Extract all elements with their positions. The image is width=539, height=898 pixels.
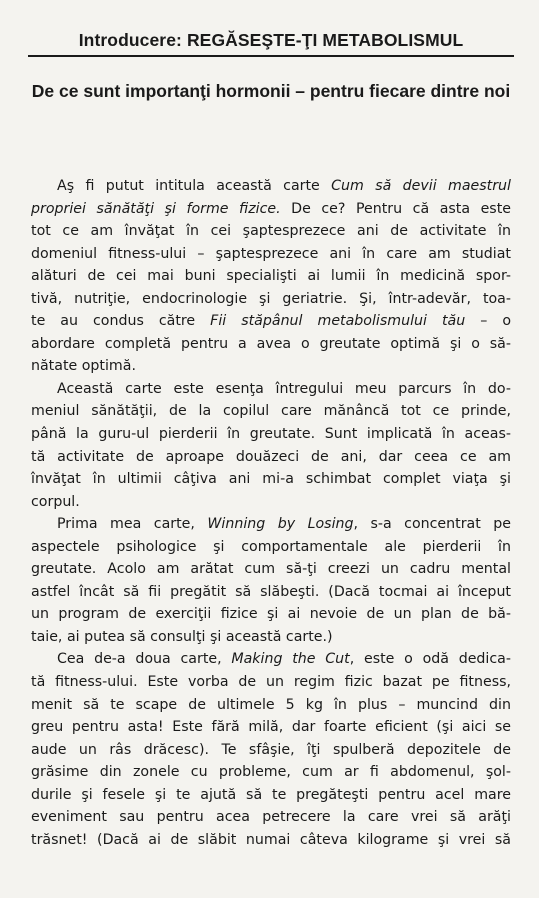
paragraph: [31, 175, 511, 378]
text-line: [31, 198, 511, 221]
text-run: – o: [465, 313, 512, 330]
text-line: [31, 265, 511, 288]
text-run: De ce? Pentru că asta este: [280, 200, 511, 217]
text-line: [31, 581, 511, 604]
text-line: [31, 243, 511, 266]
text-line: [31, 378, 511, 401]
text-run: taie, ai putea să consulţi şi această carte.): [31, 628, 333, 645]
text-run: meniul sănătăţii, de la copilul care mănâncă tot ce prinde,: [31, 403, 511, 420]
paragraph: [31, 513, 511, 648]
italic-title: Winning by Losing: [207, 516, 354, 533]
text-line: [31, 310, 511, 333]
italic-title: propriei sănătăţi şi forme fizice.: [31, 200, 281, 217]
text-run: tă activitate de aproape douăzeci de ani, dar ceea ce am: [31, 448, 511, 465]
text-run: alături de cei mai buni specialişti ai lumii în medicină spor-: [31, 268, 511, 285]
text-run: trăsnet! (Dacă ai de slăbit numai câteva kilograme şi vrei să: [31, 831, 511, 848]
text-line: [31, 400, 511, 423]
text-run: eveniment sau pentru acea petrecere la care vrei să arăţi: [31, 809, 511, 826]
italic-title: Fii stăpânul metabolismului tău: [210, 313, 466, 330]
text-line: [31, 829, 511, 852]
text-line: [31, 513, 511, 536]
italic-title: Cum să devii maestrul: [331, 178, 511, 194]
italic-title: Making the Cut: [231, 651, 350, 668]
text-run: durile şi fesele şi te ajută să te pregăteşti pentru acel mare: [31, 786, 511, 803]
text-run: astfel încât să fii pregătit să slăbeşti. (Dacă tocmai ai început: [31, 583, 511, 600]
paragraph: [31, 648, 511, 851]
text-run: tot ce am învăţat în cei şaptesprezece ani de activitate în: [31, 223, 511, 240]
text-run: te au condus către: [31, 313, 211, 330]
text-run: greutate. Acolo am arătat cum să-ţi creezi un cadru mental: [31, 561, 511, 578]
text-line: [31, 806, 511, 829]
text-run: Această carte este esenţa întregului meu parcurs în do-: [57, 380, 511, 397]
text-line: [31, 671, 511, 694]
text-run: corpul.: [31, 493, 80, 510]
text-line: [31, 423, 511, 446]
text-line: [31, 761, 511, 784]
text-line: [31, 491, 511, 514]
text-line: [31, 694, 511, 717]
text-line: [31, 784, 511, 807]
text-line: [31, 175, 511, 198]
text-run: tivă, nutriţie, endocrinologie şi geriatrie. Şi, într-adevăr, toa-: [31, 290, 511, 307]
text-run: domeniul fitness-ului – şaptesprezece ani în care am studiat: [31, 245, 511, 262]
text-line: [31, 220, 511, 243]
text-line: [31, 558, 511, 581]
text-run: , s-a concentrat pe: [353, 516, 512, 533]
text-run: Cea de-a doua carte,: [57, 651, 232, 668]
text-run: învăţat în ultimii câţiva ani mi-a schimbat complet viaţa şi: [31, 471, 511, 488]
text-line: [31, 739, 511, 762]
text-run: nătate optimă.: [31, 358, 136, 375]
text-run: menit să te scape de ultimele 5 kg în plus – muncind din: [31, 696, 511, 713]
text-run: tă fitness-ului. Este vorba de un regim fizic bazat pe fitness,: [31, 674, 511, 691]
text-run: greu pentru asta! Este fără milă, dar foarte eficient (şi aici se: [31, 719, 511, 736]
text-line: [31, 288, 511, 311]
text-line: [31, 716, 511, 739]
text-line: [31, 648, 511, 671]
running-head: Introducere: REGĂSEŞTE-ŢI METABOLISMUL: [28, 26, 514, 57]
body-text: [31, 175, 511, 851]
text-line: [31, 446, 511, 469]
text-line: [31, 468, 511, 491]
text-run: aspectele psihologice şi comportamentale ale pierderii în: [31, 538, 511, 555]
paragraph: [31, 378, 511, 513]
text-line: [31, 626, 511, 649]
text-run: aude un râs drăcesc). Te sfâşie, îţi spulberă depozitele de: [31, 741, 511, 758]
text-run: Prima mea carte,: [57, 516, 208, 533]
text-run: abordare completă pentru a avea o greutate optimă şi o să-: [31, 335, 511, 352]
text-run: până la guru-ul pierderii în greutate. Sunt implicată în aceas-: [31, 426, 511, 443]
text-run: un program de exerciţii fizice şi ai nevoie de un plan de bă-: [31, 606, 511, 623]
text-run: Aş fi putut intitula această carte: [57, 178, 332, 194]
text-line: [31, 603, 511, 626]
section-title: De ce sunt importanţi hormonii – pentru fiecare dintre noi: [31, 81, 511, 101]
text-line: [31, 536, 511, 559]
text-line: [31, 355, 511, 378]
text-line: [31, 333, 511, 356]
text-run: grăsime din zonele cu probleme, cum ar fi abdomenul, şol-: [31, 764, 511, 781]
text-run: , este o odă dedica-: [349, 651, 511, 668]
